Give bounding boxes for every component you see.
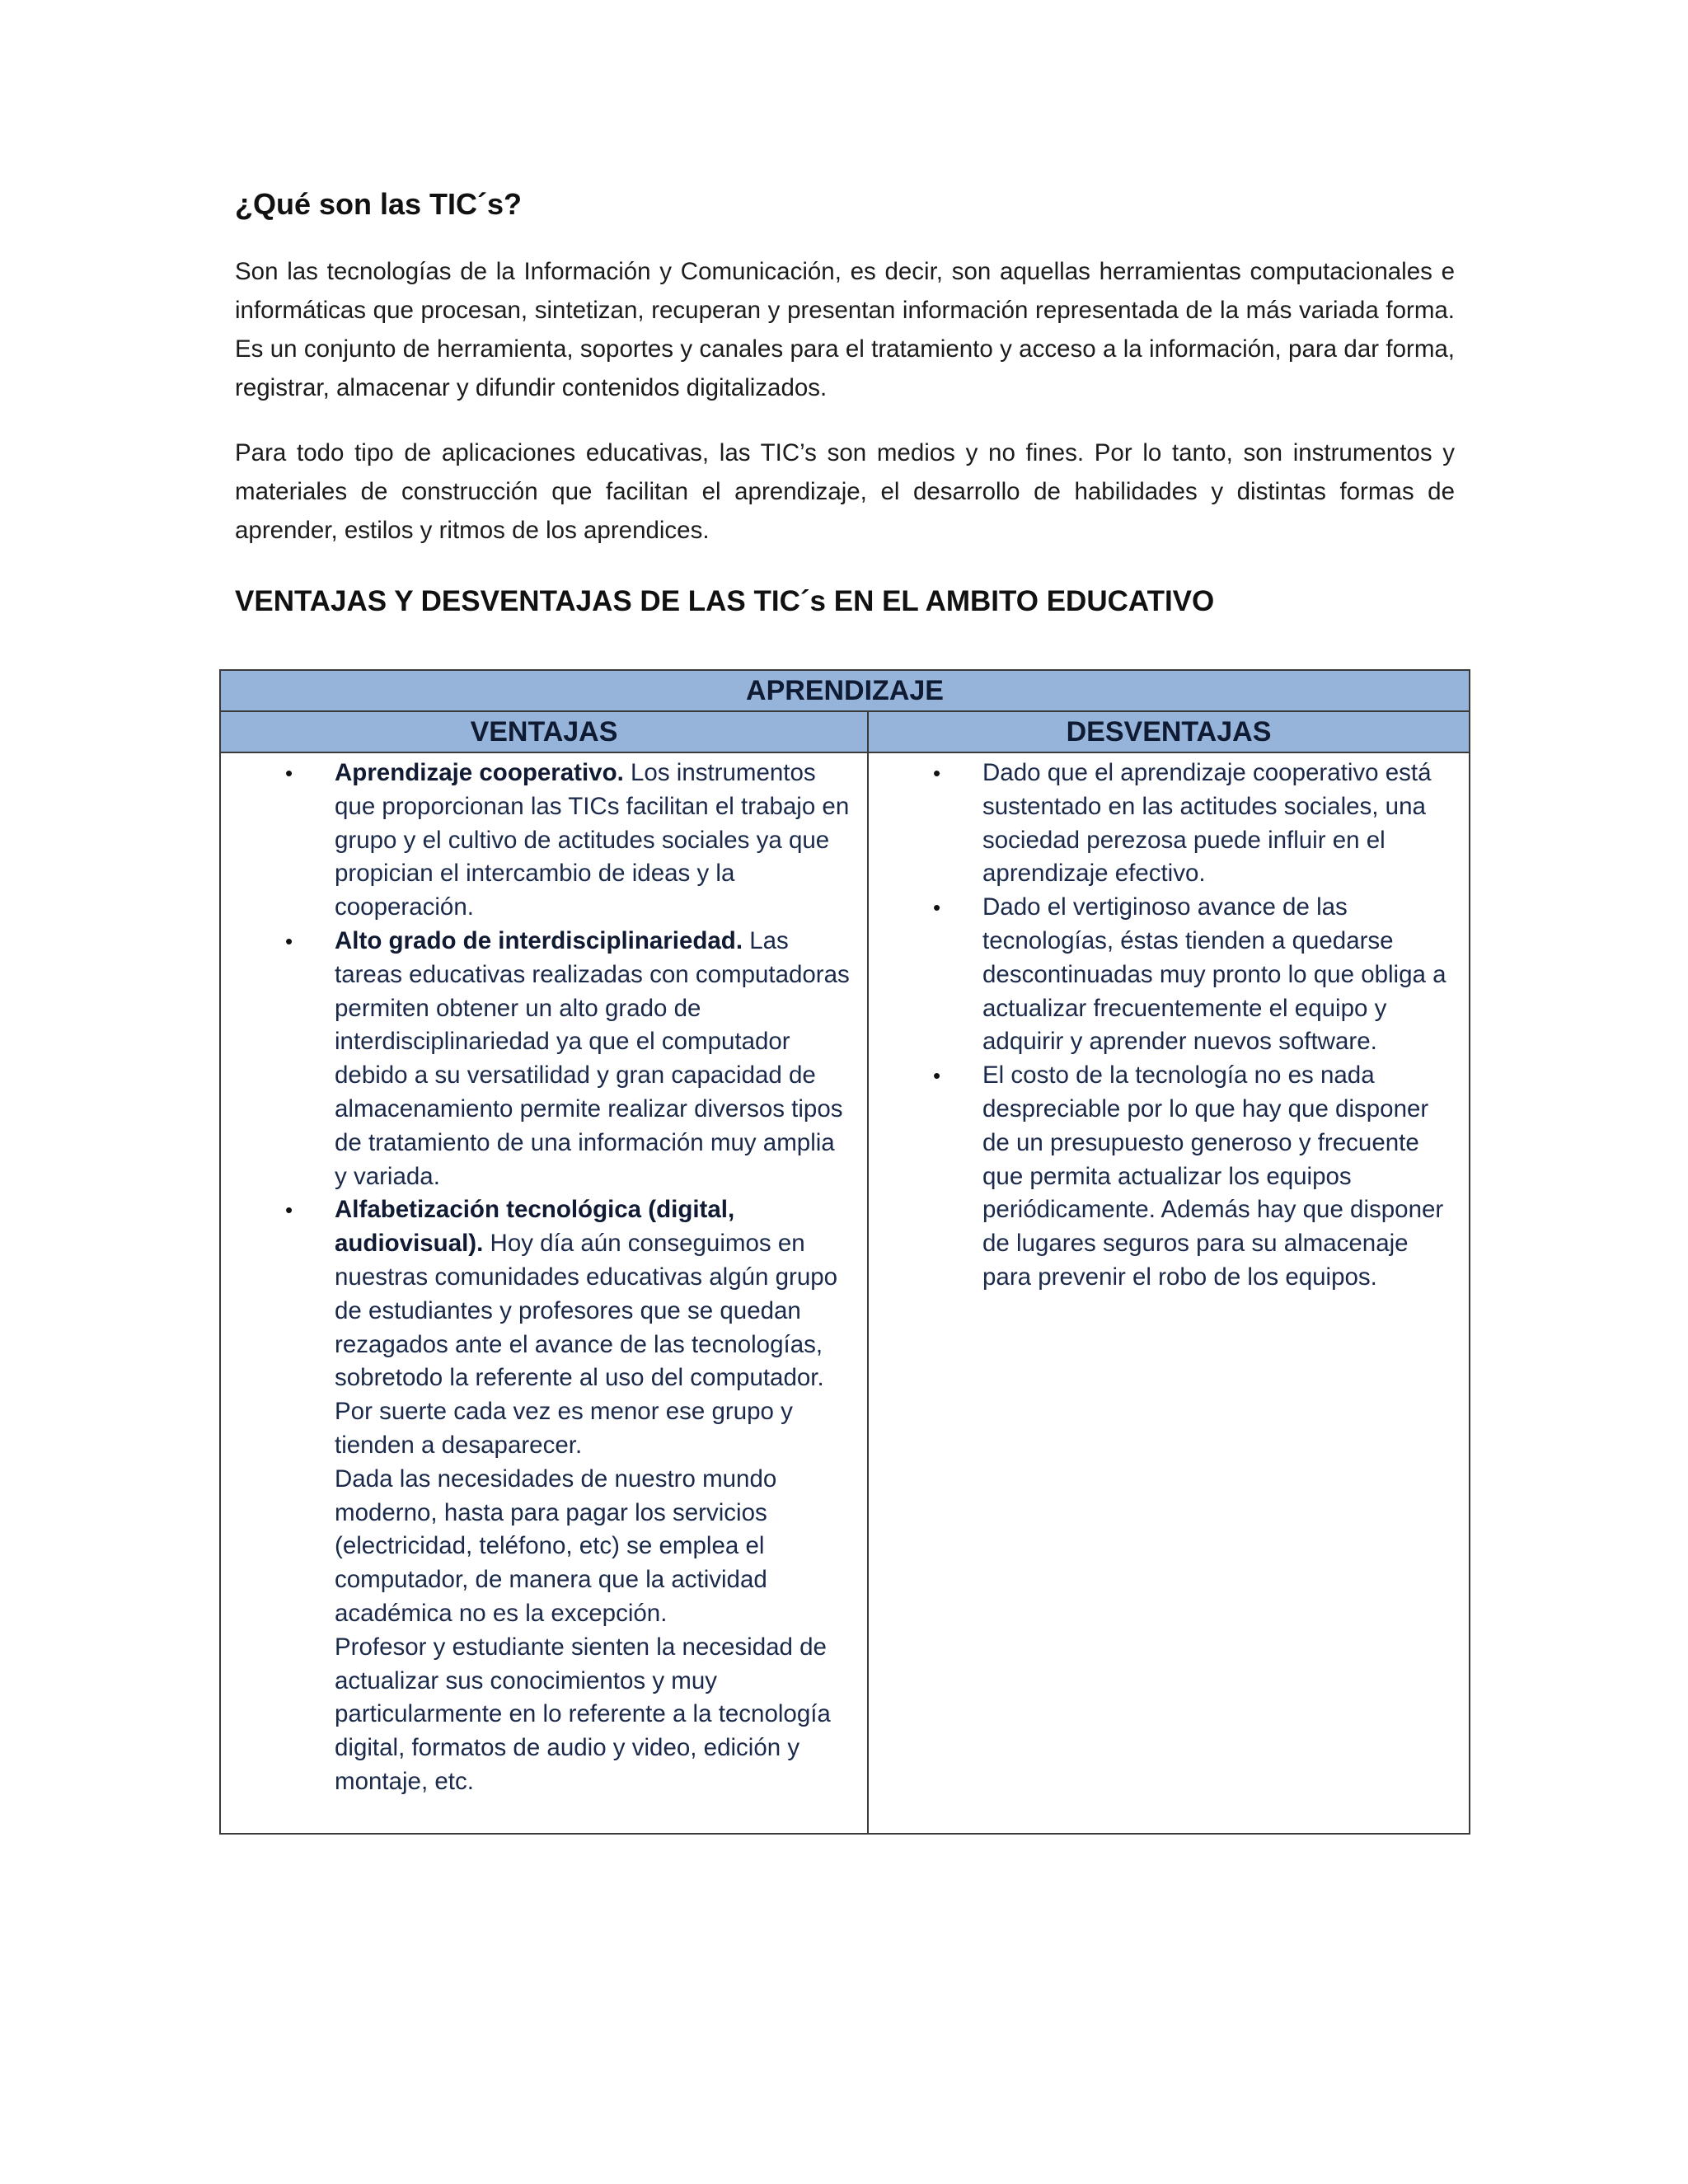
list-item	[221, 757, 852, 925]
intro-paragraph: Son las tecnologías de la Información y Comunicación, es decir, son aquellas herramientas computacionales e informáticas que procesan, sintetizan, recuperan y presentan información representada de la más variada forma. Es un conjunto de herramienta, soportes y canales para el tratamiento y acceso a la información, para dar forma, registrar, almacenar y difundir contenidos digitalizados.	[235, 257, 1455, 401]
item-text: Hoy día aún conseguimos en nuestras comunidades educativas algún grupo de estudiantes y profesores que se quedan rezagados ante el avance de las tecnologías, sobretodo la referente al uso del computador. Por suerte cada vez es menor ese grupo y tienden a desaparecer.	[335, 1230, 838, 1459]
bullet-icon: •	[285, 1197, 293, 1223]
desventajas-list	[869, 753, 1469, 1295]
column-header-desventajas: DESVENTAJAS	[868, 711, 1470, 752]
ventajas-list	[221, 753, 867, 1799]
document-body	[235, 185, 1455, 620]
item-text: Los instrumentos que proporcionan las TICs facilitan el trabajo en grupo y el cultivo de actitudes sociales ya que propician el intercambio de ideas y la cooperación.	[335, 759, 850, 921]
list-item	[221, 925, 852, 1193]
ventajas-cell	[220, 752, 868, 1834]
item-extra-paragraph: Dada las necesidades de nuestro mundo moderno, hasta para pagar los servicios (electricidad, teléfono, etc) se emplea el computador, de manera que la actividad académica no es la excepción.	[335, 1465, 777, 1627]
bullet-icon: •	[285, 761, 293, 785]
bullet-icon: •	[933, 1063, 941, 1089]
page-title: ¿Qué son las TIC´s?	[235, 187, 523, 221]
item-lead: Aprendizaje cooperativo.	[335, 759, 624, 786]
list-item	[869, 1059, 1454, 1295]
bullet-icon: •	[933, 895, 941, 921]
table-header-aprendizaje: APRENDIZAJE	[220, 670, 1470, 711]
item-lead: Alfabetización tecnológica (digital, audiovisual).	[335, 1196, 735, 1258]
advantages-table-wrapper	[219, 669, 1469, 1835]
item-text: Dado que el aprendizaje cooperativo está sustentado en las actitudes sociales, una sociedad perezosa puede influir en el aprendizaje efectivo.	[982, 759, 1432, 888]
bullet-icon: •	[285, 928, 293, 954]
item-extra-paragraph: Profesor y estudiante sienten la necesidad de actualizar sus conocimientos y muy particularmente en lo referente a la tecnología digital, formatos de audio y video, edición y montaje, etc.	[335, 1633, 831, 1795]
bullet-icon: •	[933, 761, 941, 785]
item-lead: Alto grado de interdisciplinariedad.	[335, 926, 743, 954]
column-header-ventajas: VENTAJAS	[220, 711, 868, 752]
advantages-disadvantages-table	[219, 669, 1470, 1835]
section-subtitle: VENTAJAS Y DESVENTAJAS DE LAS TIC´s EN EL AMBITO EDUCATIVO	[235, 584, 1215, 617]
item-text: Dado el vertiginoso avance de las tecnologías, éstas tienden a quedarse descontinuadas muy pronto lo que obliga a actualizar frecuentemente el equipo y adquirir y aprender nuevos software.	[982, 893, 1447, 1056]
list-item	[869, 757, 1454, 891]
item-text: El costo de la tecnología no es nada despreciable por lo que hay que disponer de un presupuesto generoso y frecuente que permita actualizar los equipos periódicamente. Además hay que disponer de lugares seguros para su almacenaje para prevenir el robo de los equipos.	[982, 1062, 1444, 1291]
list-item	[221, 1193, 852, 1798]
list-item	[869, 891, 1454, 1059]
educational-use-paragraph: Para todo tipo de aplicaciones educativas, las TIC’s son medios y no fines. Por lo tanto, son instrumentos y materiales de construcción que facilitan el aprendizaje, el desarrollo de habilidades y distintas formas de aprender, estilos y ritmos de los aprendices.	[235, 438, 1455, 544]
item-text: Las tareas educativas realizadas con computadoras permiten obtener un alto grado de interdisciplinariedad ya que el computador debido a su versatilidad y gran capacidad de almacenamiento permite realizar diversos tipos de tratamiento de una información muy amplia y variada.	[335, 926, 850, 1190]
desventajas-cell	[868, 752, 1470, 1834]
